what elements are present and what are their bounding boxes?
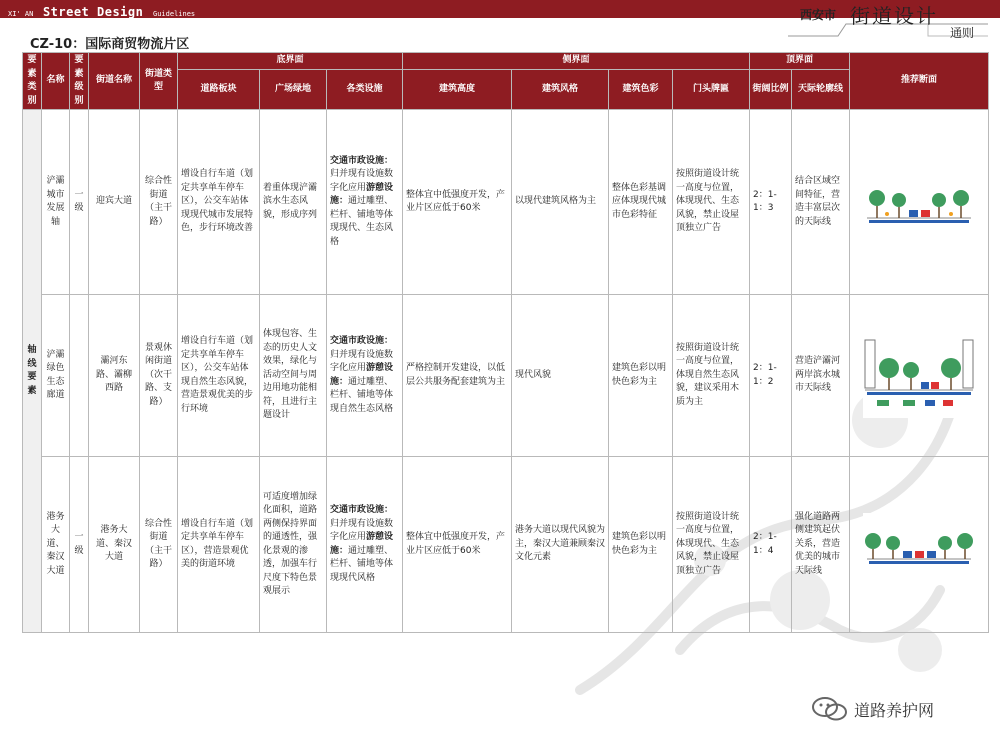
row-building-color: 整体色彩基调应体现现代城市色彩特征 [609, 110, 673, 295]
table-row [23, 295, 989, 457]
street-guideline-table [22, 52, 989, 633]
row-building-style: 现代风貌 [512, 295, 609, 457]
row-street-type: 景观休闲街道（次干路、支路） [140, 295, 178, 457]
row-section [850, 295, 989, 457]
traffic-facility-text: 归并现有设施数字化应用 [330, 518, 394, 542]
row-building-height: 整体宜中低强度开发，产业片区应低于60米 [403, 110, 512, 295]
row-road-plate: 增设自行车道（划定共享单车停车区），公交车站体现自然生态风貌，营造景观优美的步行环境 [178, 295, 260, 457]
row-plaza-green: 着重体现浐灞滨水生态风貌，形成序列 [260, 110, 327, 295]
traffic-facility-label: 交通市政设施： [330, 336, 394, 346]
row-ratio: 2：1-1：4 [750, 457, 792, 633]
cross-section-diagram-icon [863, 334, 975, 418]
header-building-color: 建筑色彩 [609, 70, 673, 110]
header-category: 要素类别 [23, 53, 42, 110]
header-level: 要素级别 [70, 53, 89, 110]
header-road-plate: 道路板块 [178, 70, 260, 110]
row-facilities [327, 295, 403, 457]
recreation-facility-label: 游憩设施： [330, 182, 394, 207]
row-signage: 按照街道设计统一高度与位置，体现现代、生态风貌，禁止设屋顶独立广告 [673, 457, 750, 633]
table-row [23, 457, 989, 633]
row-skyline: 强化道路两侧建筑起伏关系，营造优美的城市天际线 [792, 457, 850, 633]
traffic-facility-text: 归并现有设施数字化应用 [330, 349, 394, 373]
row-street-name: 迎宾大道 [89, 110, 140, 295]
header-side-interface: 侧界面 [403, 53, 750, 70]
header-section: 推荐断面 [850, 53, 989, 110]
row-level: 一级 [70, 110, 89, 295]
row-plaza-green: 体现包容、生态的历史人文效果，绿化与活动空间与周边用地功能相符，且进行主题设计 [260, 295, 327, 457]
row-signage: 按照街道设计统一高度与位置，体现自然生态风貌，建议采用木质为主 [673, 295, 750, 457]
header-building-style: 建筑风格 [512, 70, 609, 110]
section-title: CZ-10：国际商贸物流片区 [30, 37, 190, 52]
brand-suffix: Guidelines [153, 10, 196, 18]
row-section [850, 110, 989, 295]
watermark-text: 道路养护网 [854, 701, 935, 720]
guide-subtitle: 通则 [949, 26, 974, 40]
header-top-interface: 顶界面 [750, 53, 850, 70]
row-section [850, 457, 989, 633]
row-level [70, 295, 89, 457]
row-street-name: 港务大道、秦汉大道 [89, 457, 140, 633]
header-name: 名称 [42, 53, 70, 110]
header-facilities: 各类设施 [327, 70, 403, 110]
row-road-plate: 增设自行车道（划定共享单车停车区），公交车站体现现代城市发展特色，步行环境改善 [178, 110, 260, 295]
row-facilities [327, 457, 403, 633]
row-building-style: 港务大道以现代风貌为主，秦汉大道兼顾秦汉文化元素 [512, 457, 609, 633]
city-name: 西安市 [800, 8, 837, 22]
header-street-name: 街道名称 [89, 53, 140, 110]
row-name: 浐灞绿色生态廊道 [42, 295, 70, 457]
row-ratio: 2：1-1：2 [750, 295, 792, 457]
header-signage: 门头牌匾 [673, 70, 750, 110]
recreation-facility-text: 通过雕塑、栏杆、铺地等体现现代风格 [330, 545, 394, 583]
table-header [23, 53, 989, 110]
row-name: 港务大道、秦汉大道 [42, 457, 70, 633]
row-signage: 按照街道设计统一高度与位置，体现现代、生态风貌，禁止设屋顶独立广告 [673, 110, 750, 295]
traffic-facility-label: 交通市政设施： [330, 505, 394, 515]
row-road-plate: 增设自行车道（划定共享单车停车区），营造景观优美的街道环境 [178, 457, 260, 633]
recreation-facility-label: 游憩设施： [330, 532, 394, 556]
guide-title: 街道设计 [850, 4, 938, 28]
traffic-facility-text: 归并现有设施数字化应用 [330, 169, 394, 193]
cross-section-diagram-icon [863, 513, 975, 577]
header-street-type: 街道类型 [140, 53, 178, 110]
traffic-facility-label: 交通市政设施： [330, 155, 394, 166]
recreation-facility-text: 通过雕塑、栏杆、铺地等体现自然生态风格 [330, 376, 394, 414]
wechat-icon [810, 696, 850, 722]
row-plaza-green: 可适度增加绿化面积，道路两侧保持界面的通透性，强化景观的渗透，加强车行尺度下特色景观展示 [260, 457, 327, 633]
row-skyline: 结合区域空间特征，营造丰富层次的天际线 [792, 110, 850, 295]
header-ratio: 街阔比例 [750, 70, 792, 110]
category-cell: 轴线要素 [23, 110, 42, 633]
row-name: 浐灞城市发展轴 [42, 110, 70, 295]
document-title-block [788, 2, 988, 40]
brand-logo [8, 1, 195, 20]
row-building-style: 以现代建筑风格为主 [512, 110, 609, 295]
row-building-height: 严格控制开发建设，以低层公共服务配套建筑为主 [403, 295, 512, 457]
brand-prefix: XI' AN [8, 10, 34, 18]
brand-main: Street Design [42, 5, 144, 19]
row-street-name: 灞河东路、灞柳西路 [89, 295, 140, 457]
header-building-height: 建筑高度 [403, 70, 512, 110]
row-building-color: 建筑色彩以明快色彩为主 [609, 457, 673, 633]
recreation-facility-label: 游憩设施： [330, 363, 394, 387]
cross-section-diagram-icon [863, 170, 975, 234]
row-ratio: 2：1-1：3 [750, 110, 792, 295]
header-bottom-interface: 底界面 [178, 53, 403, 70]
header-plaza-green: 广场绿地 [260, 70, 327, 110]
row-building-color: 建筑色彩以明快色彩为主 [609, 295, 673, 457]
row-building-height: 整体宜中低强度开发，产业片区应低于60米 [403, 457, 512, 633]
table-row [23, 110, 989, 295]
watermark [810, 696, 980, 722]
row-street-type: 综合性街道（主干路） [140, 110, 178, 295]
header-skyline: 天际轮廓线 [792, 70, 850, 110]
recreation-facility-text: 通过雕塑、栏杆、铺地等体现现代、生态风格 [330, 196, 394, 247]
row-level: 一级 [70, 457, 89, 633]
row-skyline: 营造浐灞河两岸滨水城市天际线 [792, 295, 850, 457]
row-facilities [327, 110, 403, 295]
row-street-type: 综合性街道（主干路） [140, 457, 178, 633]
